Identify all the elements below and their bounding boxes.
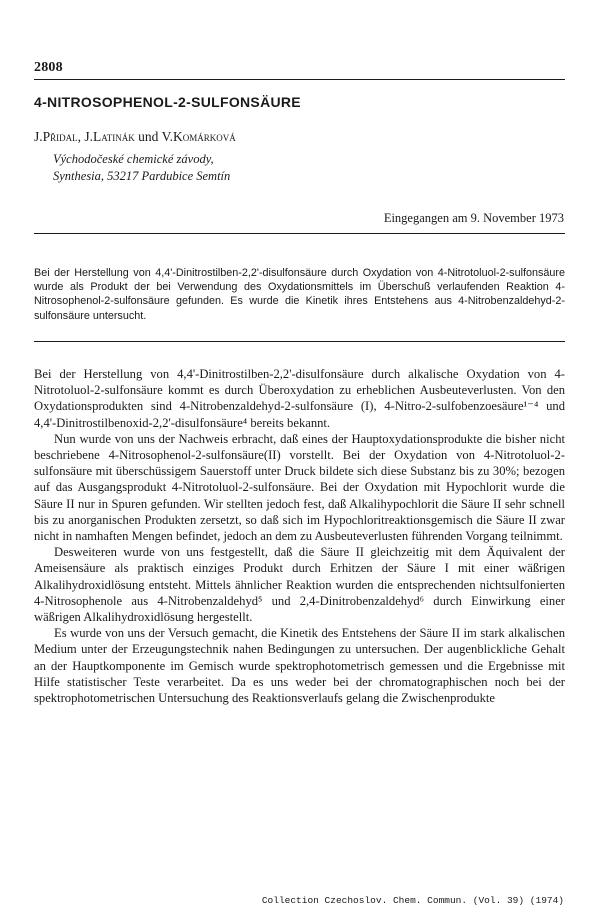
author-2-name: Latinák: [93, 129, 135, 144]
abstract: Bei der Herstellung von 4,4'-Dinitrostilben-2,2'-disulfonsäure durch Oxydation von 4-Nitrotoluol-2-sulfonsäure wurde als Produkt der bei Verwendung des Oxydationsmittels im Überschuß verlaufenden Reaktion 4-Nitrosophenol-2-sulfonsäure gefunden. Es wurde die Kinetik ihres Entstehens aus 4-Nitrobenzaldehyd-2-sulfonsäure untersucht.: [34, 267, 565, 322]
author-line: J.Přidal, J.Latinák und V.Komárková: [34, 129, 236, 144]
author-1-name: Přidal: [42, 129, 78, 144]
author-conjunction: und: [138, 129, 159, 144]
author-2-initial: J.: [84, 129, 94, 144]
paragraph-2: Nun wurde von uns der Nachweis erbracht, daß eines der Hauptoxydationsprodukte die bisher nicht beschriebene 4-Nitrosophenol-2-sulfonsäure(II) vorstellt. Bei der Oxydation von 4-Nitrotoluol-2-sulfonsäure mit überschüssigem Sauerstoff unter Druck bildete sich diese Substanz bis zu 30%; bezogen auf das Ausgangsprodukt 4-Nitrotoluol-2-sulfonsäure. Bei der Oxydation mit Hypochlorit wurde die Säure II nur in Spuren gefunden. Wir stellten jedoch fest, daß Alkalihypochlorit die Säure II sehr schnell bis zu anorganischen Produkten zersetzt, so daß sich im Hypochloritreaktionsgemisch die Säure II zwar nicht in namhaften Mengen befindet, jedoch an dem zu Ausbeuteverlusten führenden Vorgang teilnimmt.: [34, 431, 565, 544]
paragraph-3: Desweiteren wurde von uns festgestellt, daß die Säure II gleichzeitig mit dem Äquivalent der Ameisensäure als praktisch einziges Produkt durch Erhitzen der Säure I mit einer wäßrigen Alkalihydroxidlösung entsteht. Mittels ähnlicher Reaktion wurden die entsprechenden nichtsulfonierten 4-Nitrosophenole aus 4-Nitrobenzaldehyd⁵ und 2,4-Dinitrobenzaldehyd⁶ durch Einwirkung einer wäßrigen Alkalihydroxidlösung hergestellt.: [34, 545, 565, 625]
received-date: Eingegangen am 9. November 1973: [383, 211, 564, 225]
abstract-top-rule: [34, 233, 565, 234]
abstract-bottom-rule: [34, 341, 565, 342]
header-rule: [34, 79, 565, 80]
body-text: [34, 366, 565, 706]
author-3-initial: V.: [161, 129, 173, 144]
author-3-name: Komárková: [172, 129, 236, 144]
affiliation-line-2: Synthesia, 53217 Pardubice Semtín: [53, 169, 231, 183]
paragraph-1: Bei der Herstellung von 4,4'-Dinitrostilben-2,2'-disulfonsäure durch alkalische Oxydation von 4-Nitrotoluol-2-sulfonsäure kommt es durch Überoxydation zu erheblichen Ausbeuteverlusten. Von den Oxydationsprodukten sind 4-Nitrobenzaldehyd-2-sulfonsäure (I), 4-Nitro-2-sulfobenzoesäure¹⁻⁴ und 4,4'-Dinitrostilbenoxid-2,2'-disulfonsäure⁴ bereits bekannt.: [34, 367, 565, 430]
paragraph-4: Es wurde von uns der Versuch gemacht, die Kinetik des Entstehens der Säure II im stark alkalischen Medium unter der Erzeugungstechnik nahen Bedingungen zu untersuchen. Der augenblickliche Gehalt an der Hauptkomponente im Gemisch wurde spektrophotometrisch gemessen und die Ergebnisse mit Hilfe statistischer Teste verarbeitet. Da es uns weder bei der chromatographischen noch bei der spektrophotometrischen Untersuchung des Reaktionsverlaufs gelang die Zwischenprodukte: [34, 626, 565, 706]
page-number: 2808: [34, 60, 63, 75]
affiliation: [53, 151, 230, 185]
affiliation-line-1: Východočeské chemické závody,: [53, 152, 214, 166]
journal-footer: Collection Czechoslov. Chem. Commun. (Vol. 39) (1974): [261, 895, 564, 906]
article-title: 4-NITROSOPHENOL-2-SULFONSÄURE: [34, 94, 301, 110]
author-1-initial: J.: [34, 129, 43, 144]
